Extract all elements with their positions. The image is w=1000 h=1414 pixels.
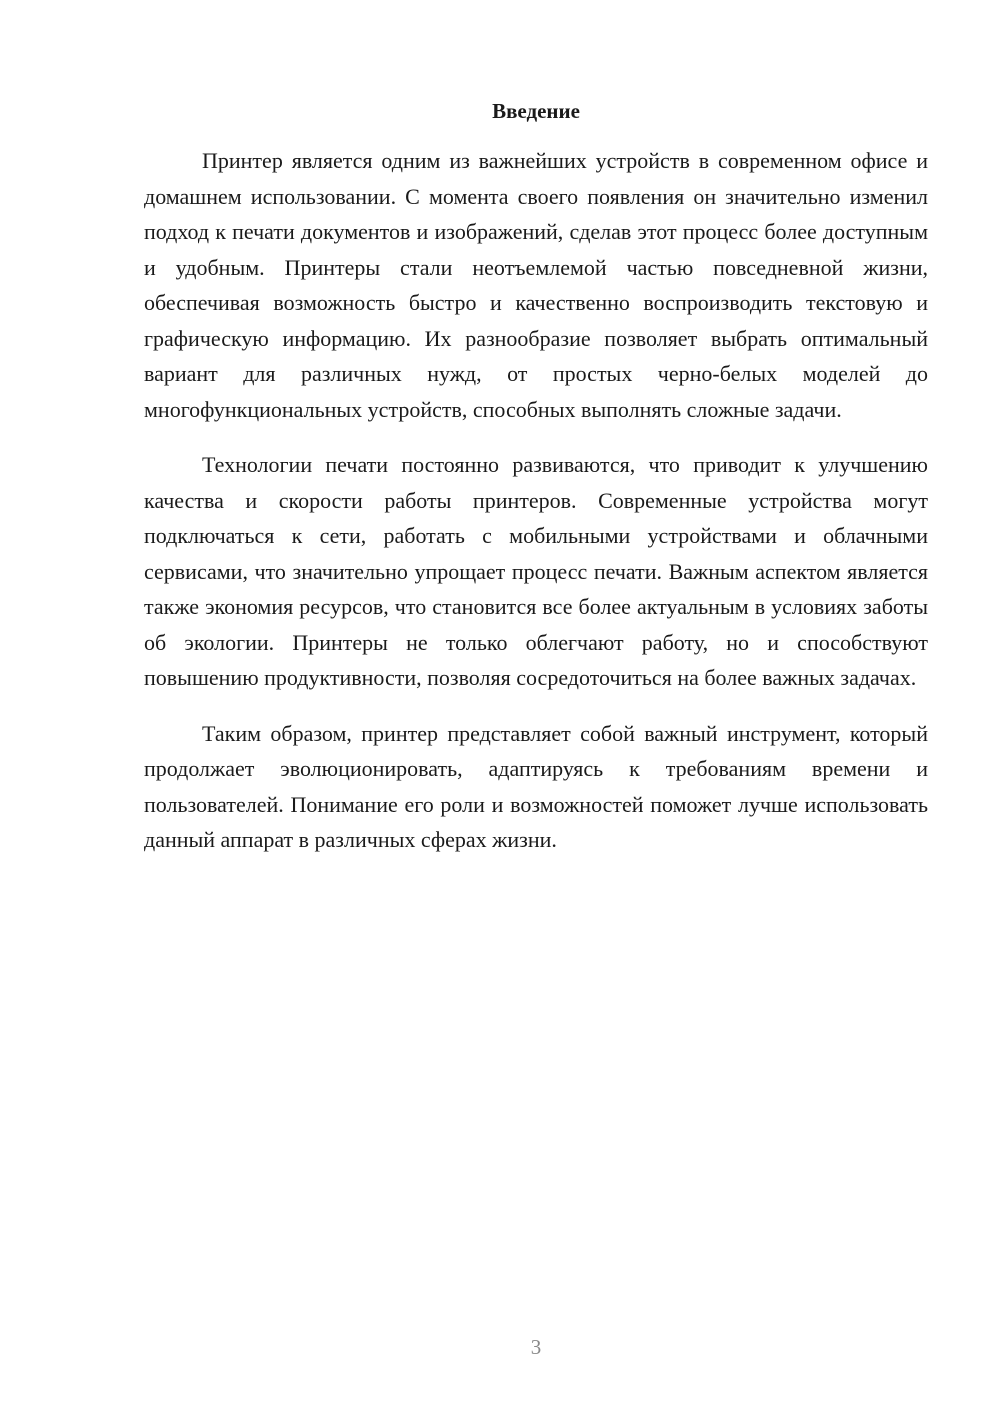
paragraph-3: Таким образом, принтер представляет собой важный инструмент, который продолжает эволюционировать, адаптируясь к требованиям времени и пользователей. Понимание его роли и возможностей поможет лучше использовать данный аппарат в различных сферах жизни. [144,720,928,852]
page-number: 3 [530,1335,542,1359]
paragraph-1: Принтер является одним из важнейших устройств в современном офисе и домашнем использовании. С момента своего появления он значительно изменил подход к печати документов и изображений, сделав этот процесс более доступным и удобным. Принтеры стали неотъемлемой частью повседневной жизни, обеспечивая возможность быстро и качественно воспроизводить текстовую и графическую информацию. Их разнообразие позволяет выбрать оптимальный вариант для различных нужд, от простых черно-белых моделей до многофункциональных устройств, способных выполнять сложные задачи. [144,148,928,422]
section-heading: Введение [492,99,580,123]
paragraph-2: Технологии печати постоянно развиваются, что приводит к улучшению качества и скорости работы принтеров. Современные устройства могут подключаться к сети, работать с мобильными устройствами и облачными сервисами, что значительно упрощает процесс печати. Важным аспектом является также экономия ресурсов, что становится все более актуальным в условиях заботы об экологии. Принтеры не только облегчают работу, но и способствуют повышению продуктивности, позволяя сосредоточиться на более важных задачах. [144,452,928,690]
body-text [144,143,928,878]
